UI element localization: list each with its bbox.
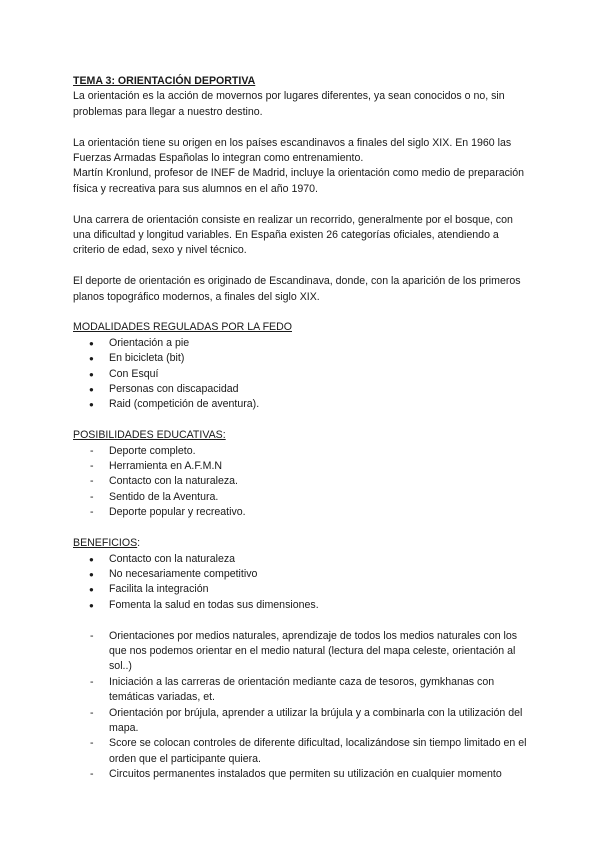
posibilidades-heading: POSIBILIDADES EDUCATIVAS:	[73, 429, 226, 442]
list-item: - Deporte popular y recreativo.	[73, 505, 533, 520]
list-item: ● Orientación a pie	[73, 336, 533, 351]
dash-icon: -	[90, 706, 94, 719]
posibilidades-list	[73, 444, 533, 521]
document-title: TEMA 3: ORIENTACIÓN DEPORTIVA	[73, 75, 256, 87]
bullet-icon: ●	[89, 338, 94, 348]
list-item: - Circuitos permanentes instalados que permiten su utilización en cualquier momento	[73, 767, 533, 782]
paragraph-history: El deporte de orientación es originado de Escandinava, donde, con la aparición de los primeros planos topográfico modernos, a finales del siglo XIX.	[73, 275, 521, 303]
dash-icon: -	[90, 629, 94, 642]
paragraph-kronlund: Martín Kronlund, profesor de INEF de Madrid, incluye la orientación como medio de preparación física y recreativa para sus alumnos en el año 1970.	[73, 167, 525, 195]
bullet-icon: ●	[89, 600, 94, 610]
beneficios-heading-line	[73, 536, 533, 551]
list-item: - Orientaciones por medios naturales, aprendizaje de todos los medios naturales con los que nos podemos orientar en el medio natural (lectura del mapa celeste, orientación al sol..)	[90, 629, 518, 673]
dash-icon: -	[90, 506, 94, 519]
list-item: - Orientación por brújula, aprender a utilizar la brújula y a combinarla con la utilización del mapa.	[90, 706, 523, 734]
bullet-icon: ●	[89, 354, 94, 364]
bullet-icon: ●	[89, 554, 94, 564]
bullet-icon: ●	[89, 569, 94, 579]
actividades-list	[73, 629, 533, 783]
dash-icon: -	[90, 475, 94, 488]
beneficios-heading: BENEFICIOS	[73, 537, 138, 550]
beneficios-list	[73, 552, 533, 614]
dash-icon: -	[90, 490, 94, 503]
paragraph-race: Una carrera de orientación consiste en realizar un recorrido, generalmente por el bosque, con una dificultad y longitud variables. En España existen 26 categorías oficiales, atendiendo a criterio de edad, sexo y nivel técnico.	[73, 213, 513, 257]
bullet-icon: ●	[89, 369, 94, 379]
paragraph-definition: La orientación es la acción de movernos por lugares diferentes, ya sean conocidos o no, sin problemas para llegar a nuestro destino.	[73, 90, 505, 118]
list-item: ● Con Esquí	[73, 367, 533, 382]
bullet-icon: ●	[89, 400, 94, 410]
list-item: ● Fomenta la salud en todas sus dimensiones.	[73, 598, 533, 613]
list-item: - Herramienta en A.F.M.N	[73, 459, 533, 474]
list-item: ● Personas con discapacidad	[73, 382, 533, 397]
list-item: - Iniciación a las carreras de orientación mediante caza de tesoros, gymkhanas con temáticas variadas, et.	[90, 675, 495, 704]
dash-icon: -	[90, 460, 94, 473]
list-item: ● Contacto con la naturaleza	[73, 552, 533, 567]
list-item: - Score se colocan controles de diferente dificultad, localizándose sin tiempo limitado en el orden que el participante quiera.	[90, 737, 527, 765]
list-item: - Contacto con la naturaleza.	[73, 474, 533, 489]
list-item: ● No necesariamente competitivo	[73, 567, 533, 582]
dash-icon: -	[90, 444, 94, 457]
bullet-icon: ●	[89, 385, 94, 395]
paragraph-origin: La orientación tiene su origen en los países escandinavos a finales del siglo XIX. En 1960 las Fuerzas Armadas Españolas lo integran como entrenamiento.	[73, 136, 512, 165]
dash-icon: -	[90, 768, 94, 781]
modalidades-list	[73, 336, 533, 413]
bullet-icon: ●	[89, 585, 94, 595]
list-item: ● Raid (competición de aventura).	[73, 397, 533, 412]
beneficios-heading-colon: :	[137, 537, 141, 550]
dash-icon: -	[90, 675, 94, 688]
list-item: ● En bicicleta (bit)	[73, 351, 533, 366]
modalidades-heading: MODALIDADES REGULADAS POR LA FEDO	[73, 321, 292, 334]
dash-icon: -	[90, 737, 94, 750]
list-item: - Deporte completo.	[73, 444, 533, 459]
document-body	[73, 74, 533, 783]
list-item: ● Facilita la integración	[73, 582, 533, 597]
list-item: - Sentido de la Aventura.	[73, 490, 533, 505]
